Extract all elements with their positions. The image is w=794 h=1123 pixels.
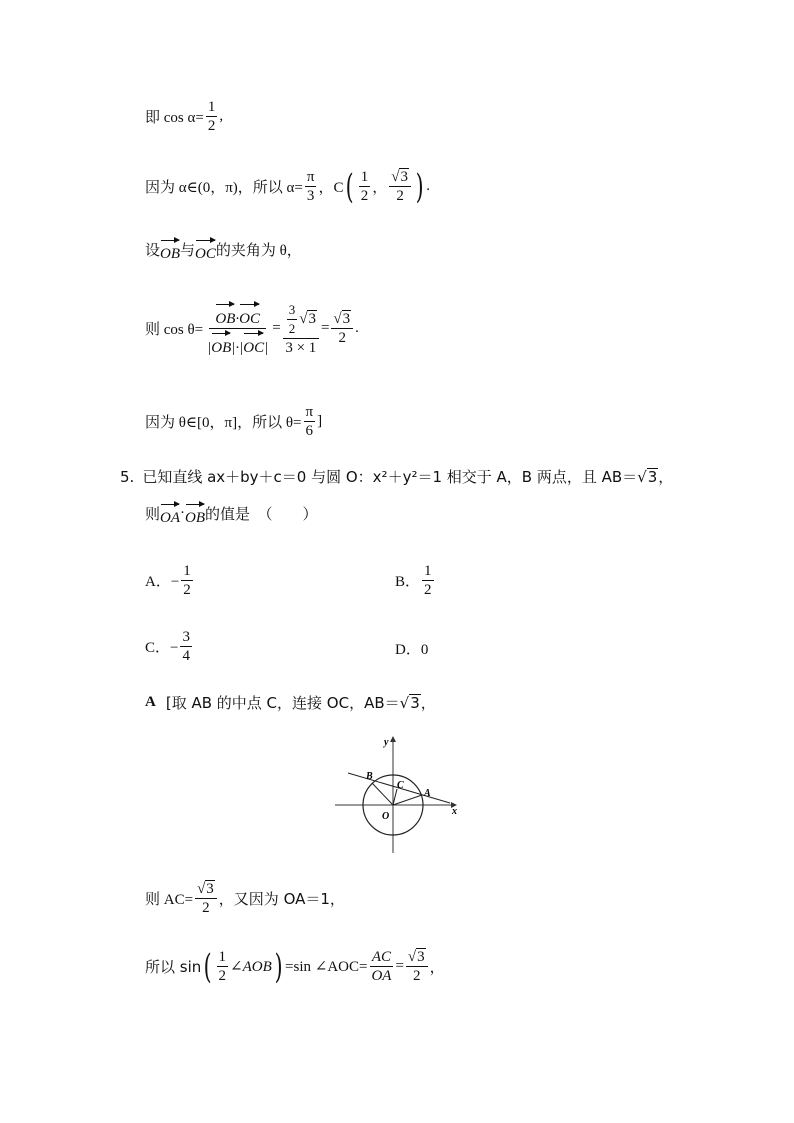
denominator: 2 — [413, 968, 421, 984]
denominator: 2 — [218, 968, 227, 984]
answer-letter: A — [145, 694, 156, 710]
numerator: AC — [371, 949, 392, 965]
answer-line — [145, 692, 436, 713]
fraction — [283, 301, 319, 357]
label-c: C — [397, 780, 404, 791]
text: . — [355, 320, 359, 336]
vector-oa: OA — [160, 500, 180, 527]
numerator: 1 — [218, 949, 227, 965]
text: ， — [658, 468, 674, 486]
option-d[interactable] — [395, 638, 428, 659]
segment-ob — [372, 783, 393, 805]
vector-oc: OC — [195, 236, 216, 263]
numerator: 3 — [287, 301, 298, 320]
fraction — [422, 562, 434, 599]
text: , — [219, 108, 224, 124]
fraction — [359, 168, 371, 205]
fraction — [305, 168, 317, 205]
vector-oc: OC — [243, 329, 264, 357]
denominator: 2 — [396, 188, 404, 204]
dot: · — [180, 505, 186, 521]
numerator: 3 — [182, 629, 190, 645]
vector-ob: OB — [215, 300, 235, 328]
text: 则 AC= — [145, 892, 194, 908]
text: 的夹角为 θ， — [215, 243, 302, 259]
denominator: 2 — [207, 118, 216, 134]
label-o: O — [382, 811, 390, 822]
text: 因为 α∈(0，π)，所以 α= — [145, 180, 303, 196]
sqrt: √ 3 — [391, 169, 408, 185]
denominator: OA — [371, 968, 392, 984]
option-b[interactable] — [395, 562, 436, 599]
sqrt: √ 3 — [407, 949, 425, 965]
question-text: 已知直线 ax＋by＋c＝0 与圆 O：x²＋y²＝1 相交于 A，B 两点，且 AB＝ — [142, 468, 638, 486]
denominator: 6 — [305, 423, 314, 439]
option-label: D．0 — [395, 642, 429, 658]
dot: · — [235, 311, 240, 327]
option-label: B． — [395, 574, 421, 590]
radicand: 3 — [206, 881, 214, 897]
radicand: 3 — [647, 467, 658, 486]
line-cos-alpha — [145, 98, 223, 135]
vector-ob: OB — [160, 236, 180, 263]
text: ， — [429, 958, 445, 976]
sqrt: √ 3 — [637, 467, 658, 486]
denominator: 3 × 1 — [285, 339, 317, 356]
denominator: 2 — [183, 582, 191, 598]
label-x: x — [452, 806, 457, 817]
denominator: 2 — [338, 330, 347, 346]
radicand: 3 — [342, 311, 351, 327]
text: = — [395, 958, 404, 974]
fraction — [217, 948, 229, 985]
text: 的值是 （ ） — [205, 505, 318, 523]
text: ， — [372, 180, 388, 196]
text: ] — [317, 413, 323, 429]
left-paren: ( — [346, 166, 355, 207]
text: 因为 θ∈[0，π]，所以 θ= — [145, 415, 302, 431]
text: 即 cos α= — [145, 110, 204, 126]
fraction-vector: $\frac{OB\cdot OC}{|OB|\cdot|OC|}$ — [205, 300, 270, 357]
circle-figure — [330, 733, 465, 855]
option-label: A．− — [145, 574, 180, 590]
fraction — [406, 948, 428, 985]
option-c[interactable] — [145, 628, 194, 665]
text: 与 — [180, 243, 196, 259]
option-label: C．− — [145, 640, 179, 656]
question-5-line1 — [120, 466, 673, 487]
question-5-line2 — [145, 500, 318, 527]
fraction — [369, 948, 393, 985]
text: ，C — [318, 180, 344, 196]
text: 则 — [145, 505, 161, 523]
numerator: 1 — [424, 563, 432, 579]
fraction — [181, 562, 193, 599]
denominator: 2 — [360, 188, 369, 204]
text: 设 — [145, 243, 161, 259]
vector-ob: OB — [185, 500, 205, 527]
angle-aob: ∠AOB — [230, 959, 272, 975]
sqrt: √ 3 — [299, 311, 316, 327]
text: 所以 sin — [145, 958, 202, 976]
answer-text: [取 AB 的中点 C，连接 OC，AB＝ — [165, 694, 400, 712]
text: ，又因为 OA＝1， — [218, 890, 345, 908]
fraction — [206, 98, 218, 135]
label-a: A — [424, 788, 431, 799]
text: =sin ∠AOC= — [285, 959, 368, 975]
text: = — [272, 320, 281, 336]
denominator: 2 — [424, 582, 432, 598]
line-theta-value — [145, 403, 322, 440]
left-paren: ( — [203, 946, 212, 987]
denominator: 4 — [182, 648, 190, 664]
vector-ob: OB — [211, 329, 231, 357]
radicand: 3 — [417, 949, 425, 965]
segment-oc — [393, 789, 397, 805]
sqrt: √ 3 — [399, 693, 420, 712]
line-alpha-value — [145, 168, 430, 205]
segment-oa — [393, 795, 422, 805]
label-b: B — [366, 771, 373, 782]
text: = — [320, 320, 330, 336]
fraction — [331, 310, 353, 347]
numerator: 1 — [360, 169, 369, 185]
fraction — [195, 880, 217, 917]
line-ac — [145, 880, 345, 917]
right-paren: ) — [415, 166, 424, 207]
numerator: π — [306, 169, 315, 185]
numerator: 1 — [207, 99, 216, 115]
vector-oc: OC — [239, 300, 260, 328]
numerator: 1 — [183, 563, 191, 579]
question-number: 5. — [120, 467, 135, 486]
radicand: 3 — [308, 311, 316, 327]
right-paren: ) — [274, 946, 283, 987]
denominator: 3 — [306, 188, 315, 204]
numerator: π — [305, 404, 314, 420]
line-angle-def — [145, 236, 302, 263]
denominator: 2 — [288, 320, 296, 336]
sqrt: √ 3 — [333, 311, 351, 327]
option-a[interactable] — [145, 562, 195, 599]
fraction — [180, 628, 192, 665]
fraction — [304, 403, 316, 440]
fraction — [389, 168, 411, 205]
text: ， — [420, 694, 436, 712]
radicand: 3 — [400, 169, 408, 185]
denominator: 2 — [202, 900, 210, 916]
label-y: y — [384, 737, 389, 748]
radicand: 3 — [410, 693, 420, 712]
y-axis-arrow — [390, 736, 396, 742]
line-sin — [145, 948, 445, 985]
line-cos-theta — [145, 300, 359, 357]
sqrt: √ 3 — [197, 881, 214, 897]
text: . — [426, 178, 430, 194]
text: 则 cos θ= — [145, 322, 204, 338]
